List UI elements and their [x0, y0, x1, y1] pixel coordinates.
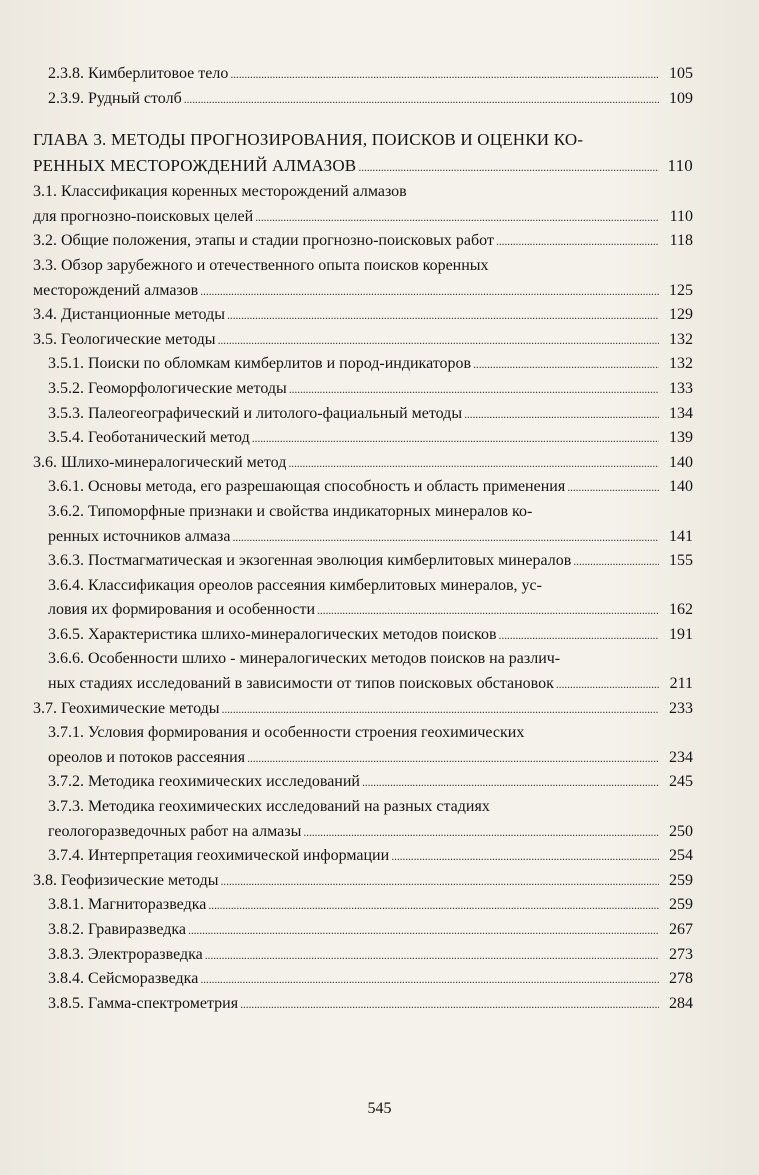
- toc-entry-text: 3.5.3. Палеогеографический и литолого-фациальный методы: [48, 404, 463, 422]
- toc-entry-text: ных стадиях исследований в зависимости от типов поисковых обстановок: [48, 675, 554, 693]
- toc-entry-text: ГЛАВА 3. МЕТОДЫ ПРОГНОЗИРОВАНИЯ, ПОИСКОВ И ОЦЕНКИ КО-: [33, 130, 584, 150]
- dot-leader: [200, 279, 659, 304]
- dot-leader: [200, 967, 659, 992]
- page-number: 545: [367, 1100, 392, 1117]
- toc-entry: [33, 992, 693, 1017]
- toc-entry: [33, 967, 693, 992]
- toc-page-number: 134: [669, 404, 693, 422]
- toc-entry: [33, 574, 693, 623]
- toc-page-number: 129: [669, 306, 693, 324]
- toc-page-number: 140: [669, 478, 693, 496]
- toc-entry-text: ореолов и потоков рассеяния: [48, 748, 246, 766]
- dot-leader: [188, 918, 659, 943]
- toc-page-number: 139: [669, 429, 693, 447]
- dot-leader: [303, 820, 659, 845]
- toc-entry: [33, 303, 693, 328]
- toc-entry-text: 3.6.2. Типоморфные признаки и свойства индикаторных минералов ко-: [48, 502, 533, 520]
- toc-entry: [33, 229, 693, 254]
- toc-entry: [33, 254, 693, 303]
- dot-leader: [288, 451, 659, 476]
- toc-page-number: 273: [669, 945, 693, 963]
- dot-leader: [255, 205, 659, 230]
- toc-page-number: 234: [669, 748, 693, 766]
- dot-leader: [362, 770, 659, 795]
- toc-entry-text: 3.7.1. Условия формирования и особенности строения геохимических: [48, 724, 525, 742]
- toc-entry-text: 3.6.3. Постмагматическая и экзогенная эволюция кимберлитовых минералов: [48, 552, 572, 570]
- toc-entry: [33, 770, 693, 795]
- toc-entry: [33, 87, 693, 112]
- toc-page-number: 110: [667, 156, 693, 176]
- toc-entry-text: 3.6.1. Основы метода, его разрешающая способность и область применения: [48, 478, 566, 496]
- toc-entry: [33, 377, 693, 402]
- toc-entry-text: 3.7.4. Интерпретация геохимической информации: [48, 847, 390, 865]
- toc-entry-text: 3.2. Общие положения, этапы и стадии прогнозно-поисковых работ: [33, 232, 494, 250]
- toc-entry: [33, 647, 693, 696]
- dot-leader: [358, 154, 659, 180]
- toc-entry: [33, 844, 693, 869]
- toc-entry: [33, 893, 693, 918]
- toc-entry-text: ловия их формирования и особенности: [48, 601, 316, 619]
- toc-page-number: 284: [669, 994, 693, 1012]
- toc-page-number: 140: [669, 453, 693, 471]
- toc-page-number: 254: [669, 847, 693, 865]
- toc-page-number: 105: [669, 65, 693, 82]
- toc-entry-text: 3.4. Дистанционные методы: [33, 306, 225, 324]
- dot-leader: [227, 303, 659, 328]
- toc-entry-text: месторождений алмазов: [33, 281, 199, 299]
- toc-entry: [33, 352, 693, 377]
- toc-entry-text: 3.6.6. Особенности шлихо - минералогических методов поисков на различ-: [48, 650, 561, 668]
- toc-page-number: 141: [669, 527, 693, 545]
- toc-entry-text: 3.8.3. Электроразведка: [48, 945, 203, 963]
- toc-page-number: 267: [669, 921, 693, 938]
- toc-page-number: 211: [669, 675, 693, 693]
- toc-page-number: 109: [669, 89, 693, 107]
- table-of-contents: [33, 62, 693, 1016]
- toc-entry-text: 3.6.5. Характеристика шлихо-минералогических методов поисков: [48, 625, 497, 643]
- dot-leader: [391, 844, 659, 869]
- dot-leader: [205, 943, 659, 968]
- toc-page-number: 233: [669, 699, 693, 717]
- toc-entry-text: 3.8.4. Сейсморазведка: [48, 970, 199, 988]
- toc-page-number: 278: [669, 970, 693, 988]
- toc-entry-text: 3.8.2. Гравиразведка: [48, 921, 187, 938]
- dot-leader: [240, 992, 659, 1017]
- toc-entry-text: 3.6. Шлихо-минералогический метод: [33, 453, 287, 471]
- dot-leader: [220, 869, 659, 894]
- dot-leader: [208, 893, 659, 918]
- toc-page-number: 133: [669, 379, 693, 397]
- dot-leader: [252, 426, 659, 451]
- toc-entry-text: 3.3. Обзор зарубежного и отечественного опыта поисков коренных: [33, 256, 489, 274]
- toc-entry-text: для прогнозно-поисковых целей: [33, 207, 254, 225]
- dot-leader: [499, 623, 659, 648]
- toc-page-number: 110: [669, 207, 693, 225]
- dot-leader: [247, 746, 659, 771]
- dot-leader: [184, 87, 659, 112]
- toc-entry-text: 3.5.1. Поиски по обломкам кимберлитов и пород-индикаторов: [48, 355, 472, 373]
- dot-leader: [556, 672, 659, 697]
- dot-leader: [230, 62, 659, 87]
- toc-entry: [33, 500, 693, 549]
- toc-entry-text: 3.6.4. Классификация ореолов рассеяния кимберлитовых минералов, ус-: [48, 576, 542, 594]
- toc-entry-text: ренных источников алмаза: [48, 527, 231, 545]
- toc-entry: [33, 451, 693, 476]
- dot-leader: [473, 352, 659, 377]
- toc-page-number: 259: [669, 871, 693, 889]
- toc-entry: [33, 402, 693, 427]
- toc-entry: [33, 721, 693, 770]
- toc-entry: [33, 795, 693, 844]
- toc-entry-text: 3.7.3. Методика геохимических исследований на разных стадиях: [48, 798, 490, 816]
- toc-page-number: 118: [669, 232, 693, 250]
- toc-page-number: 132: [669, 330, 693, 348]
- dot-leader: [573, 549, 659, 574]
- dot-leader: [232, 525, 659, 550]
- toc-entry-text: 3.8.5. Гамма-спектрометрия: [48, 994, 239, 1012]
- toc-entry: [33, 918, 693, 943]
- toc-entry-text: 3.8. Геофизические методы: [33, 871, 219, 889]
- dot-leader: [218, 328, 659, 353]
- toc-entry: [33, 180, 693, 229]
- dot-leader: [222, 697, 659, 722]
- toc-entry: [33, 623, 693, 648]
- dot-leader: [496, 229, 659, 254]
- toc-entry-text: геологоразведочных работ на алмазы: [48, 822, 302, 840]
- toc-page-number: 132: [669, 355, 693, 373]
- toc-entry: [33, 62, 693, 87]
- toc-page-number: 259: [669, 896, 693, 914]
- toc-entry-text: 3.1. Классификация коренных месторождений алмазов: [33, 183, 407, 201]
- dot-leader: [289, 377, 659, 402]
- toc-chapter-heading: [33, 127, 693, 180]
- toc-entry: [33, 475, 693, 500]
- dot-leader: [464, 402, 659, 427]
- toc-entry-text: 3.8.1. Магниторазведка: [48, 896, 207, 914]
- toc-entry-text: 2.3.8. Кимберлитовое тело: [48, 65, 229, 82]
- toc-entry-text: РЕННЫХ МЕСТОРОЖДЕНИЙ АЛМАЗОВ: [33, 156, 357, 176]
- dot-leader: [317, 598, 659, 623]
- toc-entry: [33, 697, 693, 722]
- toc-entry-text: 3.5.2. Геоморфологические методы: [48, 379, 287, 397]
- toc-entry-text: 3.7.2. Методика геохимических исследований: [48, 773, 360, 791]
- toc-entry: [33, 426, 693, 451]
- toc-page-number: 162: [669, 601, 693, 619]
- toc-entry-text: 3.5. Геологические методы: [33, 330, 216, 348]
- toc-page-number: 250: [669, 822, 693, 840]
- toc-entry: [33, 869, 693, 894]
- toc-page-number: 191: [669, 625, 693, 643]
- toc-page-number: 155: [669, 552, 693, 570]
- toc-entry-text: 2.3.9. Рудный столб: [48, 89, 182, 107]
- toc-entry-text: 3.5.4. Геоботанический метод: [48, 429, 250, 447]
- toc-entry: [33, 328, 693, 353]
- toc-entry-text: 3.7. Геохимические методы: [33, 699, 220, 717]
- toc-entry: [33, 549, 693, 574]
- toc-page-number: 245: [669, 773, 693, 791]
- toc-entry: [33, 943, 693, 968]
- toc-page-number: 125: [669, 281, 693, 299]
- dot-leader: [567, 475, 659, 500]
